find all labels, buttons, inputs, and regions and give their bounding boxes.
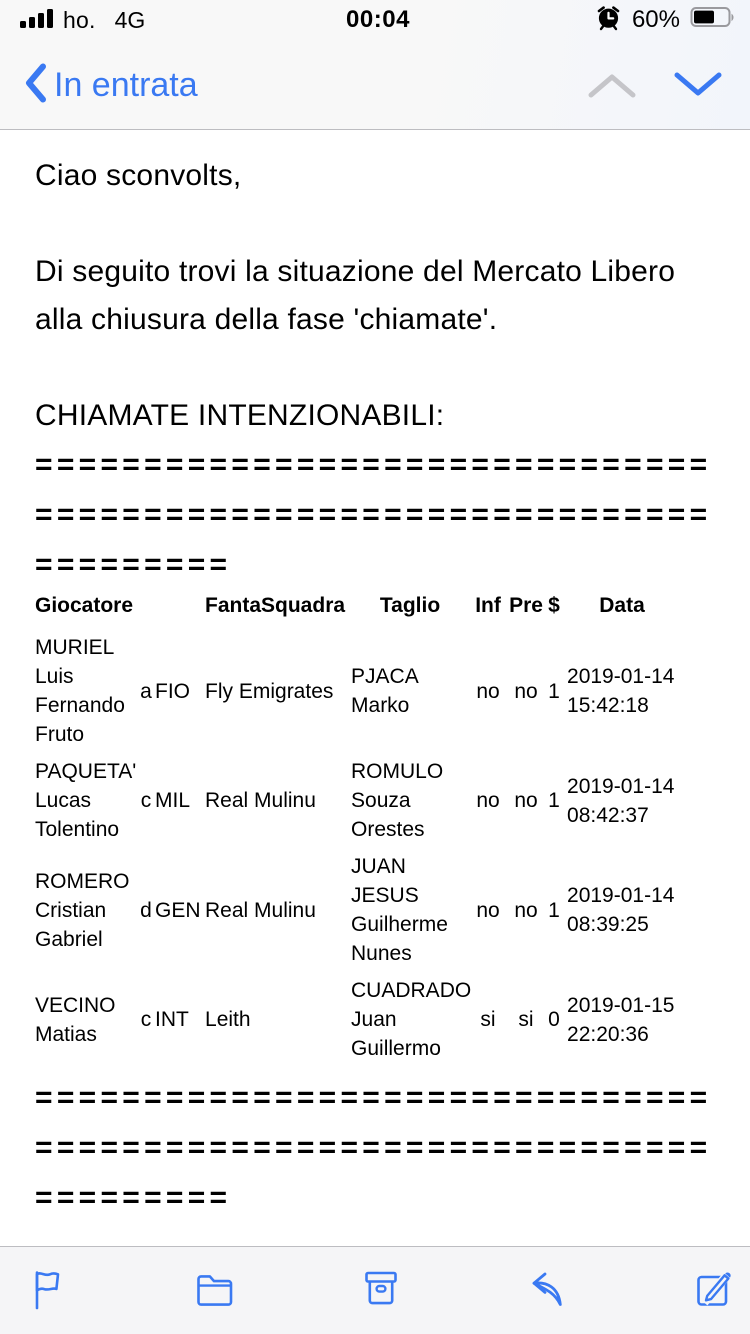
status-bar <box>0 0 750 40</box>
previous-message-button[interactable] <box>586 70 638 100</box>
compose-button[interactable] <box>690 1265 736 1313</box>
cell-data: 2019-01-14 08:39:25 <box>567 884 675 936</box>
cell-pre: no <box>514 789 538 812</box>
email-greeting: Ciao sconvolts, <box>35 159 242 192</box>
cell-giocatore: VECINO Matias <box>35 993 116 1046</box>
folder-icon <box>193 1266 237 1312</box>
cell-dollar: 1 <box>548 789 560 812</box>
cell-ruolo: c <box>140 789 152 812</box>
table-row <box>35 753 681 848</box>
cell-giocatore: ROMERO Cristian Gabriel <box>35 869 130 951</box>
cell-ruolo: d <box>140 898 152 922</box>
cell-squadra: MIL <box>155 789 191 812</box>
network-type-label: 4G <box>114 6 146 33</box>
cell-pre: si <box>518 1008 534 1031</box>
cell-dollar: 1 <box>548 679 560 703</box>
cell-data: 2019-01-14 15:42:18 <box>567 665 675 717</box>
email-section-title: CHIAMATE INTENZIONABILI: <box>35 399 445 432</box>
cell-inf: no <box>476 789 500 812</box>
header-giocatore: Giocatore <box>35 594 134 617</box>
move-to-folder-button[interactable] <box>192 1265 238 1313</box>
header-fantasquadra: FantaSquadra <box>205 594 346 617</box>
cell-taglio: CUADRADO Juan Guillermo <box>351 979 472 1060</box>
mail-toolbar <box>0 1246 750 1334</box>
header-inf: Inf <box>475 594 501 617</box>
cell-data: 2019-01-14 08:42:37 <box>567 774 675 827</box>
cell-squadra: INT <box>155 1008 189 1031</box>
email-intro: Di seguito trovi la situazione del Mercato Libero alla chiusura della fase 'chiamate'. <box>35 255 676 336</box>
header-taglio: Taglio <box>379 594 441 617</box>
reply-icon <box>525 1266 569 1312</box>
cell-inf: no <box>476 679 500 703</box>
back-button-label: In entrata <box>54 65 198 104</box>
separator-top: =============================== =============================== ========= <box>35 448 712 581</box>
cell-inf: si <box>480 1008 496 1031</box>
reply-button[interactable] <box>524 1265 570 1313</box>
cell-squadra: FIO <box>155 679 190 703</box>
cell-pre: no <box>514 898 538 922</box>
archive-icon <box>359 1266 403 1312</box>
back-button[interactable] <box>22 61 198 110</box>
cell-inf: no <box>476 898 500 922</box>
carrier-label: ho. <box>63 6 96 33</box>
compose-icon <box>691 1266 735 1312</box>
header-data: Data <box>599 594 645 617</box>
market-table <box>35 590 681 1067</box>
cell-data: 2019-01-15 22:20:36 <box>567 993 675 1046</box>
signal-strength-icon <box>20 7 54 34</box>
mail-nav-bar <box>0 40 750 130</box>
cell-ruolo: c <box>140 1008 152 1031</box>
archive-button[interactable] <box>358 1265 404 1313</box>
cell-giocatore: PAQUETA' Lucas Tolentino <box>35 760 137 841</box>
table-row <box>35 848 681 972</box>
flag-button[interactable] <box>26 1265 72 1313</box>
cell-squadra: GEN <box>155 898 201 922</box>
table-header-row <box>35 590 681 629</box>
cell-ruolo: a <box>140 679 152 703</box>
table-row <box>35 972 681 1067</box>
cell-dollar: 1 <box>548 898 560 922</box>
cell-pre: no <box>514 679 538 703</box>
cell-taglio: ROMULO Souza Orestes <box>351 760 444 841</box>
status-time: 00:04 <box>346 6 410 33</box>
alarm-icon <box>595 4 622 36</box>
header-pre: Pre <box>509 594 543 617</box>
cell-fantasquadra: Real Mulinu <box>205 898 316 922</box>
battery-icon <box>690 6 736 34</box>
cell-fantasquadra: Real Mulinu <box>205 789 316 812</box>
email-body[interactable] <box>0 131 750 1246</box>
header-dollar: $ <box>548 594 560 617</box>
battery-percent-label: 60% <box>631 6 680 33</box>
cell-fantasquadra: Fly Emigrates <box>205 679 334 703</box>
cell-giocatore: MURIEL Luis Fernando Fruto <box>35 636 125 746</box>
table-row <box>35 629 681 753</box>
cell-dollar: 0 <box>548 1008 560 1031</box>
separator-bottom: =============================== =============================== ========= <box>35 1081 712 1214</box>
cell-fantasquadra: Leith <box>205 1008 251 1031</box>
cell-taglio: JUAN JESUS Guilherme Nunes <box>351 855 448 965</box>
next-message-button[interactable] <box>672 70 724 100</box>
flag-icon <box>27 1266 71 1312</box>
back-chevron-icon <box>22 61 48 110</box>
top-bars <box>0 0 750 130</box>
cell-taglio: PJACA Marko <box>351 665 418 717</box>
